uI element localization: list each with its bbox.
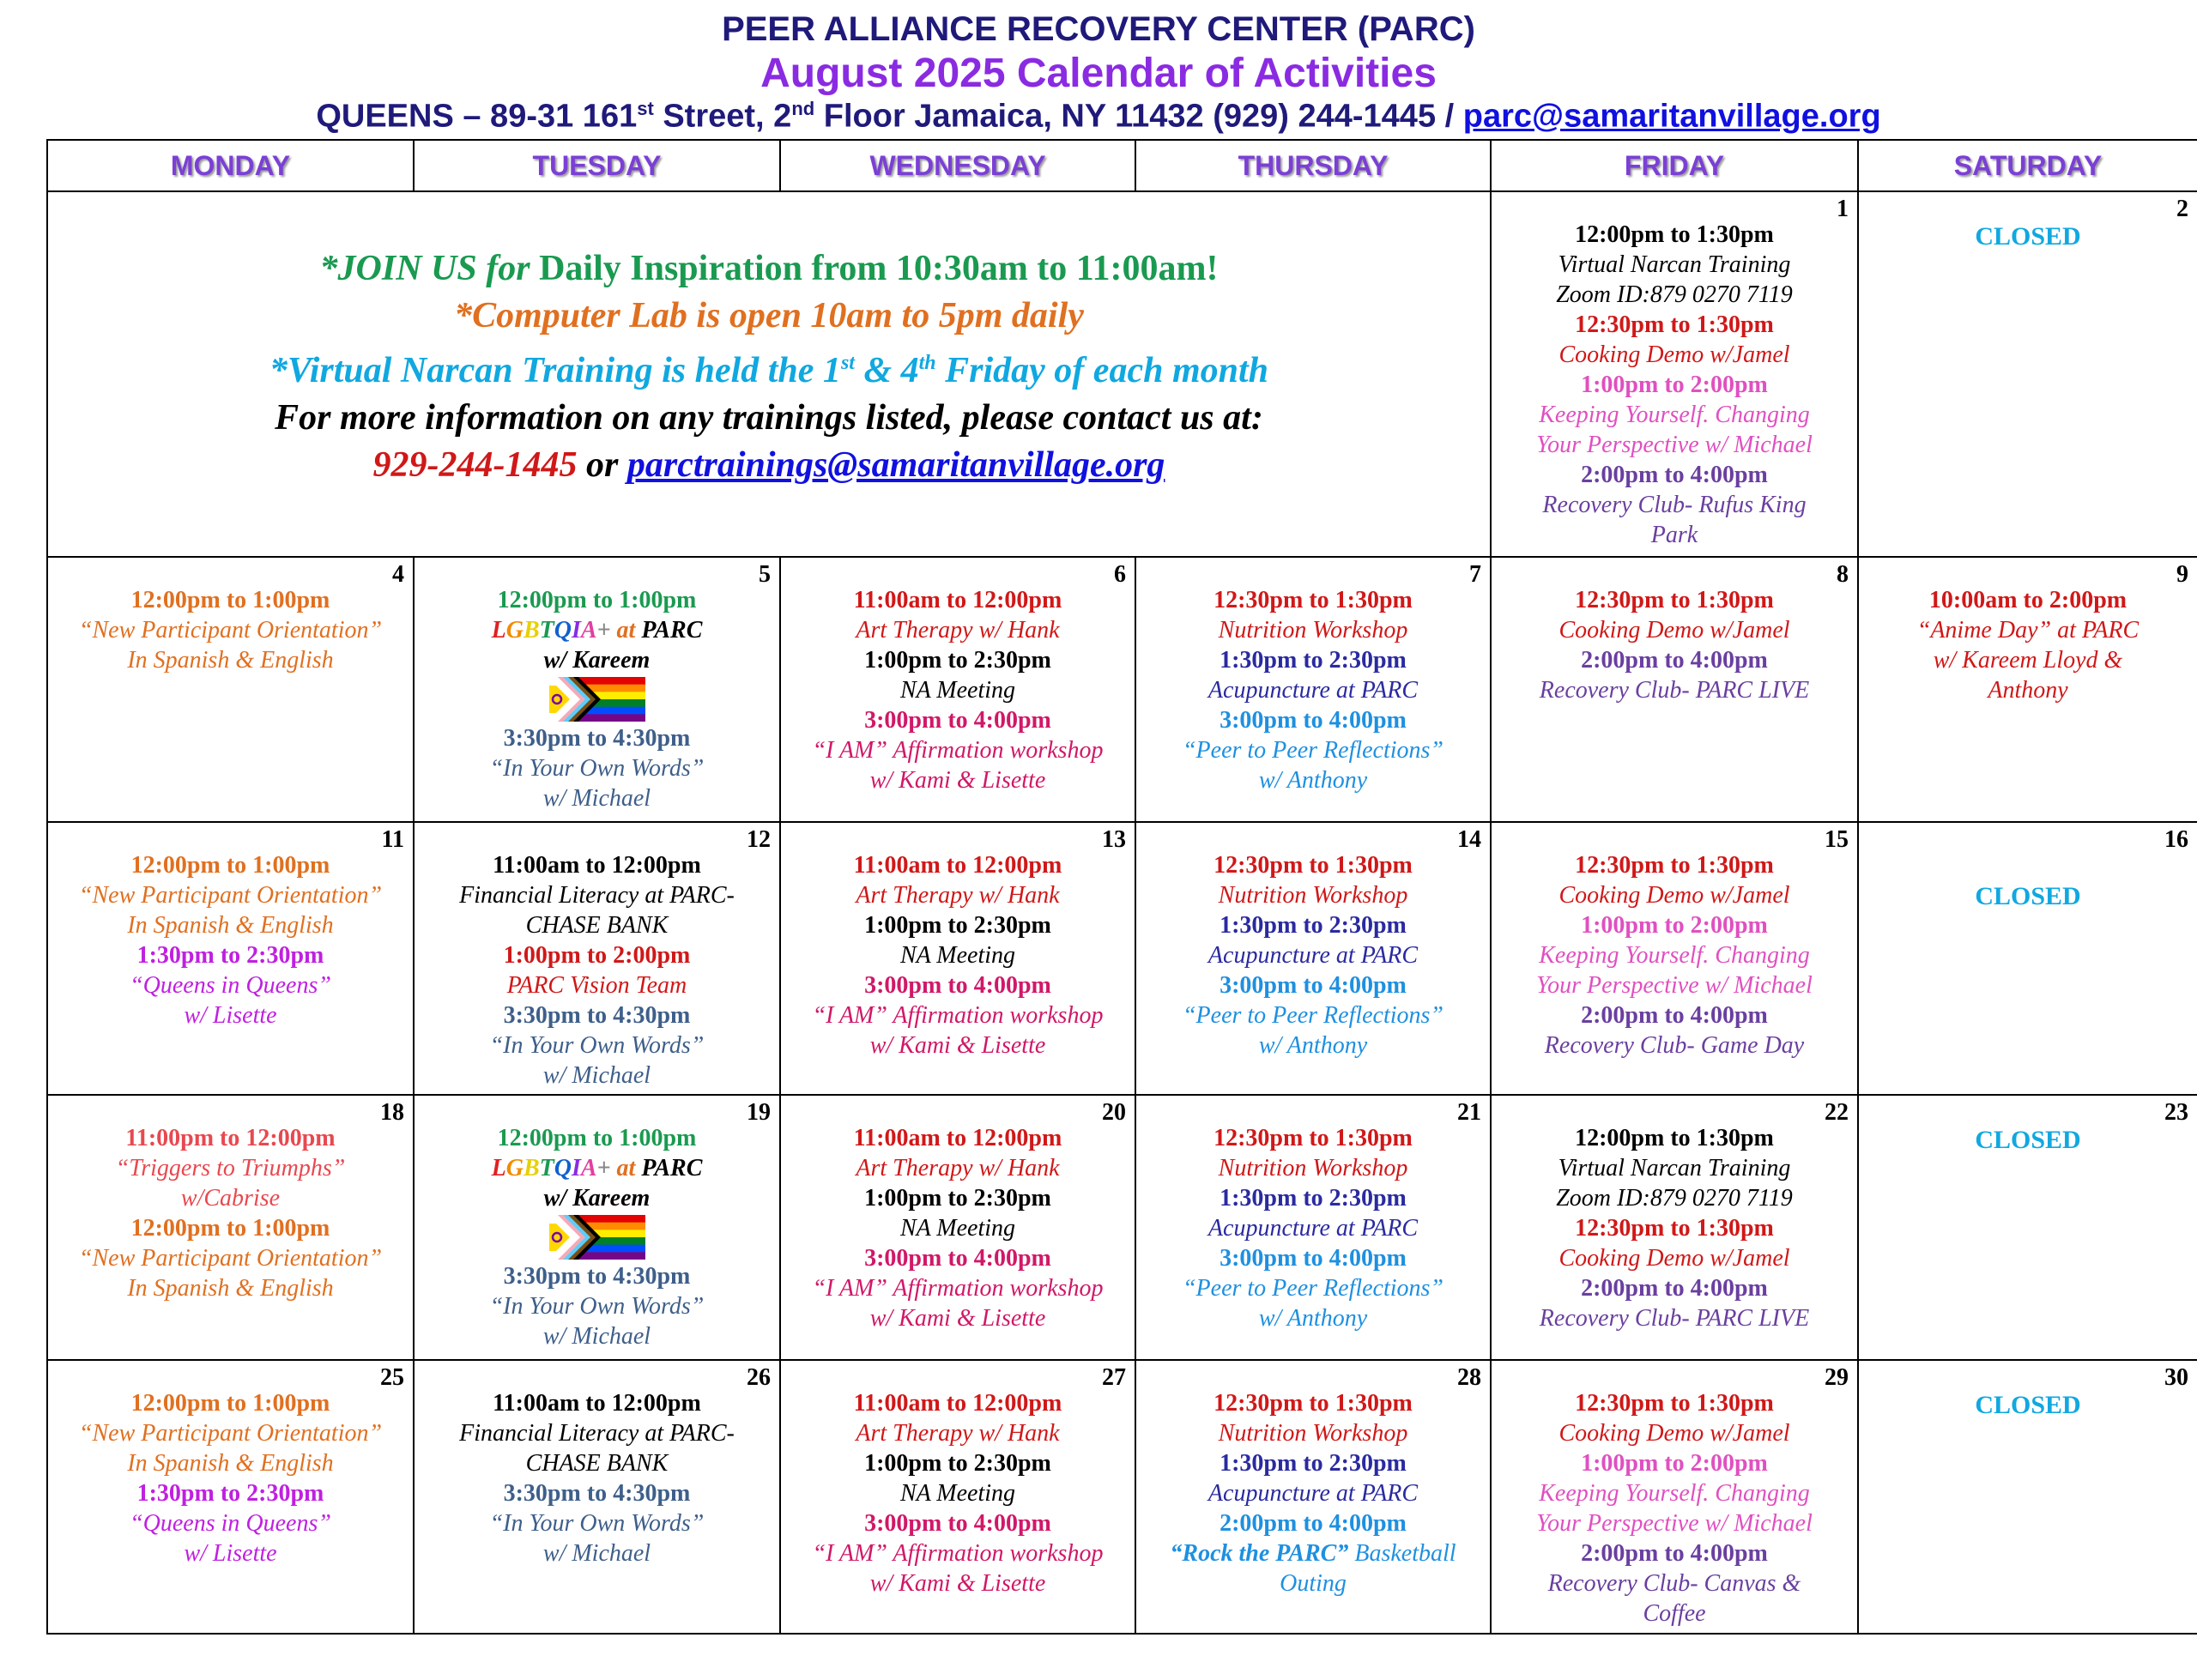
day-number: 13 [1102, 826, 1126, 853]
event-time: 11:00am to 12:00pm [853, 1390, 1062, 1417]
day-cell-2 [1858, 191, 2197, 557]
event-description: Recovery Club- Rufus King [1542, 492, 1807, 518]
header-tuesday: TUESDAY [414, 140, 780, 191]
day-number: 27 [1102, 1364, 1126, 1391]
event-description: w/ Kareem Lloyd & [1933, 647, 2123, 674]
event-description: Virtual Narcan Training [1558, 1155, 1791, 1181]
event-time: 11:00am to 12:00pm [853, 587, 1062, 613]
day-number: 16 [2164, 826, 2188, 853]
event-time: 12:00pm to 1:30pm [1575, 1125, 1774, 1151]
day-content [1492, 192, 1857, 550]
day-number: 30 [2164, 1364, 2188, 1391]
calendar-title: August 2025 Calendar of Activities [760, 51, 1437, 96]
event-description: w/ Kami & Lisette [869, 767, 1046, 794]
day-cell-8 [1491, 557, 1858, 822]
event-time: 11:00am to 12:00pm [493, 852, 701, 879]
day-content [1859, 823, 2197, 911]
event-time: 3:00pm to 4:00pm [1220, 972, 1407, 999]
event-description: Nutrition Workshop [1218, 1420, 1408, 1447]
day-cell-22 [1491, 1095, 1858, 1360]
lgbtqia-letter: Q [554, 617, 572, 644]
day-content [1136, 823, 1490, 1061]
event-description: w/ Kami & Lisette [869, 1570, 1046, 1597]
event-description: Keeping Yourself. Changing [1539, 1480, 1810, 1507]
day-number: 15 [1825, 826, 1849, 853]
event-text: at [610, 1155, 642, 1181]
event-description: NA Meeting [899, 677, 1015, 704]
event-description: Acupuncture at PARC [1207, 1480, 1419, 1507]
day-cell-19 [414, 1095, 780, 1360]
day-content [48, 1361, 413, 1568]
day-cell-15 [1491, 822, 1858, 1095]
event-description: CHASE BANK [525, 912, 669, 939]
event-description: “Queens in Queens” [130, 1510, 331, 1537]
week-row [47, 557, 2197, 822]
lgbtqia-letter: T [539, 1155, 554, 1181]
lgbtqia-letter: I [571, 617, 581, 644]
event-description: In Spanish & English [127, 1450, 334, 1477]
event-description: In Spanish & English [127, 647, 334, 674]
header-wednesday: WEDNESDAY [780, 140, 1135, 191]
event-description: Art Therapy w/ Hank [856, 1420, 1060, 1447]
event-description: CHASE BANK [525, 1450, 669, 1477]
event-description: Cooking Demo w/Jamel [1558, 617, 1790, 644]
event-time: 10:00am to 2:00pm [1928, 587, 2127, 613]
day-content [1136, 558, 1490, 795]
day-number: 5 [759, 561, 771, 588]
event-description: w/ Anthony [1258, 1032, 1368, 1059]
day-content [1136, 1361, 1490, 1598]
event-time: 3:00pm to 4:00pm [864, 707, 1051, 734]
event-description: Keeping Yourself. Changing [1539, 402, 1810, 428]
event-time: 12:00pm to 1:00pm [130, 852, 330, 879]
event-description: Acupuncture at PARC [1207, 677, 1419, 704]
progress-pride-flag-icon [549, 677, 645, 722]
header-friday: FRIDAY [1491, 140, 1858, 191]
event-description: Nutrition Workshop [1218, 1155, 1408, 1181]
day-content [48, 558, 413, 675]
day-number: 21 [1457, 1099, 1481, 1126]
contact-email-link[interactable]: parc@samaritanvillage.org [1462, 98, 1881, 135]
event-description: Park [1650, 522, 1698, 548]
day-cell-28 [1135, 1360, 1491, 1634]
day-number: 7 [1469, 561, 1481, 588]
week-row [47, 822, 2197, 1095]
event-description: Anthony [1988, 677, 2068, 704]
closed-label: CLOSED [1975, 882, 2081, 910]
day-cell-16 [1858, 822, 2197, 1095]
lgbtqia-letter: A [580, 1155, 597, 1181]
event-time: 12:00pm to 1:00pm [130, 1390, 330, 1417]
event-description: “Peer to Peer Reflections” [1182, 1275, 1444, 1302]
weekday-header-row [47, 140, 2197, 191]
day-content [1859, 1096, 2197, 1155]
event-time: 11:00am to 12:00pm [493, 1390, 701, 1417]
calendar-grid [46, 139, 2197, 1635]
event-description: Recovery Club- Canvas & [1547, 1570, 1801, 1597]
event-text: at [610, 617, 642, 644]
lgbtqia-letter: Q [554, 1155, 572, 1181]
lgbtqia-letter: A [580, 617, 597, 644]
address-line: QUEENS – 89-31 161st Street, 2nd Floor Jamaica, NY 11432 (929) 244-1445 / parc@samaritanvillage.org [316, 98, 1881, 135]
event-description: “Rock the PARC” Basketball [1170, 1540, 1456, 1567]
event-description: NA Meeting [899, 942, 1015, 969]
day-cell-18 [47, 1095, 414, 1360]
event-description: Your Perspective w/ Michael [1536, 1510, 1813, 1537]
lgbtqia-letter: + [596, 1155, 611, 1181]
day-cell-29 [1491, 1360, 1858, 1634]
event-time: 12:30pm to 1:30pm [1213, 1125, 1413, 1151]
day-number: 4 [392, 561, 404, 588]
notice-block: *JOIN US for Daily Inspiration from 10:30am to 11:00am! *Computer Lab is open 10am to 5pm daily *Virtual Narcan Training is held the 1st & 4th Friday of each month For more information on any trainings listed, please contact us at: 929-244-1445 or parctrainings@samaritanvillage.org [269, 249, 1268, 485]
event-description: “I AM” Affirmation workshop [812, 737, 1104, 764]
event-description: Acupuncture at PARC [1207, 942, 1419, 969]
day-number: 11 [381, 826, 404, 853]
day-content [1859, 1361, 2197, 1420]
event-description: “Anime Day” at PARC [1916, 617, 2140, 644]
event-time: 1:30pm to 2:30pm [1220, 1185, 1407, 1212]
event-description: “I AM” Affirmation workshop [812, 1002, 1104, 1029]
lgbtqia-letter: G [505, 617, 524, 644]
lgbtqia-letter: I [571, 1155, 581, 1181]
event-time: 3:00pm to 4:00pm [864, 1245, 1051, 1272]
event-description: Zoom ID:879 0270 7119 [1556, 1185, 1793, 1212]
event-description: Recovery Club- PARC LIVE [1539, 1305, 1810, 1332]
event-description: Coffee [1643, 1600, 1706, 1627]
event-description: “In Your Own Words” [489, 1032, 705, 1059]
event-description: w/ Lisette [184, 1540, 277, 1567]
lgbtqia-letter: B [523, 617, 540, 644]
day-number: 23 [2164, 1099, 2188, 1126]
day-number: 14 [1457, 826, 1481, 853]
header-monday: MONDAY [47, 140, 414, 191]
day-number: 29 [1825, 1364, 1849, 1391]
event-time: 12:00pm to 1:00pm [497, 587, 697, 613]
lgbtqia-letter: L [491, 1155, 506, 1181]
day-cell-1 [1491, 191, 1858, 557]
day-cell-14 [1135, 822, 1491, 1095]
header-thursday: THURSDAY [1135, 140, 1491, 191]
closed-label: CLOSED [1975, 1391, 2081, 1419]
event-description: Zoom ID:879 0270 7119 [1556, 281, 1793, 308]
event-description: w/ Lisette [184, 1002, 277, 1029]
event-time: 1:30pm to 2:30pm [1220, 1450, 1407, 1477]
event-description: “In Your Own Words” [489, 755, 705, 782]
event-description: w/Cabrise [180, 1185, 281, 1212]
event-time: 12:30pm to 1:30pm [1575, 587, 1774, 613]
event-description: “New Participant Orientation” [78, 1420, 383, 1447]
day-content [48, 1096, 413, 1303]
day-cell-11 [47, 822, 414, 1095]
day-cell-21 [1135, 1095, 1491, 1360]
day-content [781, 1096, 1135, 1333]
event-title: “Rock the PARC” [1170, 1540, 1349, 1567]
event-description: w/ Michael [542, 1540, 651, 1567]
event-description: Financial Literacy at PARC- [459, 1420, 735, 1447]
day-number: 1 [1837, 196, 1849, 222]
day-number: 20 [1102, 1099, 1126, 1126]
event-time: 12:00pm to 1:00pm [497, 1125, 697, 1151]
day-number: 25 [380, 1364, 404, 1391]
event-description: “I AM” Affirmation workshop [812, 1275, 1104, 1302]
event-description: In Spanish & English [127, 912, 334, 939]
event-time: 1:30pm to 2:30pm [1220, 912, 1407, 939]
day-cell-5 [414, 557, 780, 822]
day-cell-30 [1858, 1360, 2197, 1634]
event-description: Outing [1280, 1570, 1347, 1597]
event-time: 12:30pm to 1:30pm [1575, 1390, 1774, 1417]
event-description: Cooking Demo w/Jamel [1558, 341, 1790, 368]
day-content [1492, 1096, 1857, 1333]
event-description: “In Your Own Words” [489, 1510, 705, 1537]
day-cell-6 [780, 557, 1135, 822]
event-time: 12:30pm to 1:30pm [1575, 311, 1774, 338]
week-row [47, 1360, 2197, 1634]
event-description: NA Meeting [899, 1215, 1015, 1242]
event-time: 12:30pm to 1:30pm [1213, 1390, 1413, 1417]
week-row [47, 1095, 2197, 1360]
event-time: 1:30pm to 2:30pm [136, 1480, 324, 1507]
event-time: 11:00am to 12:00pm [853, 852, 1062, 879]
event-time: 11:00am to 12:00pm [853, 1125, 1062, 1151]
event-description: w/ Michael [542, 1062, 651, 1089]
day-number: 26 [747, 1364, 771, 1391]
day-number: 12 [747, 826, 771, 853]
lgbtqia-event-title [415, 615, 779, 645]
event-description: Your Perspective w/ Michael [1536, 972, 1813, 999]
day-content [415, 1361, 779, 1568]
lgbtqia-event-title [415, 1153, 779, 1183]
lgbtqia-letter: T [539, 617, 554, 644]
event-description: Cooking Demo w/Jamel [1558, 1420, 1790, 1447]
day-content [1492, 1361, 1857, 1629]
event-time: 2:00pm to 4:00pm [1581, 1002, 1768, 1029]
org-name: PEER ALLIANCE RECOVERY CENTER (PARC) [722, 10, 1475, 48]
event-time: 1:00pm to 2:30pm [864, 647, 1051, 674]
event-description: “Queens in Queens” [130, 972, 331, 999]
trainings-email-link[interactable]: parctrainings@samaritanvillage.org [626, 445, 1165, 485]
event-time: 2:00pm to 4:00pm [1581, 647, 1768, 674]
day-cell-27 [780, 1360, 1135, 1634]
event-time: 1:00pm to 2:00pm [503, 942, 691, 969]
day-cell-25 [47, 1360, 414, 1634]
event-time: 1:00pm to 2:00pm [1581, 1450, 1768, 1477]
event-time: 1:00pm to 2:30pm [864, 1185, 1051, 1212]
day-content [1859, 558, 2197, 705]
event-description: “New Participant Orientation” [78, 882, 383, 909]
event-description: Your Perspective w/ Michael [1536, 432, 1813, 458]
day-number: 19 [747, 1099, 771, 1126]
event-host: w/ Kareem [543, 1185, 651, 1212]
event-description: “Peer to Peer Reflections” [1182, 737, 1444, 764]
event-time: 2:00pm to 4:00pm [1581, 462, 1768, 488]
event-description: “Triggers to Triumphs” [115, 1155, 346, 1181]
day-cell-20 [780, 1095, 1135, 1360]
day-cell-9 [1858, 557, 2197, 822]
event-time: 3:30pm to 4:30pm [503, 1002, 691, 1029]
event-time: 3:30pm to 4:30pm [503, 725, 691, 752]
event-description: Art Therapy w/ Hank [856, 1155, 1060, 1181]
event-time: 12:00pm to 1:00pm [130, 1215, 330, 1242]
event-description: Recovery Club- Game Day [1544, 1032, 1805, 1059]
week-row [47, 191, 2197, 557]
event-text: PARC [641, 1155, 703, 1181]
event-description: Financial Literacy at PARC- [459, 882, 735, 909]
day-number: 28 [1457, 1364, 1481, 1391]
closed-label: CLOSED [1975, 222, 2081, 251]
event-time: 3:30pm to 4:30pm [503, 1263, 691, 1290]
event-time: 2:00pm to 4:00pm [1581, 1275, 1768, 1302]
event-description: w/ Kami & Lisette [869, 1305, 1046, 1332]
event-time: 12:30pm to 1:30pm [1575, 852, 1774, 879]
event-description: Keeping Yourself. Changing [1539, 942, 1810, 969]
event-time: 3:00pm to 4:00pm [864, 972, 1051, 999]
day-number: 18 [380, 1099, 404, 1126]
event-time: 1:00pm to 2:30pm [864, 1450, 1051, 1477]
event-time: 3:00pm to 4:00pm [1220, 707, 1407, 734]
progress-pride-flag-icon [549, 1215, 645, 1260]
event-description: “In Your Own Words” [489, 1293, 705, 1320]
day-content [1859, 192, 2197, 251]
day-cell-26 [414, 1360, 780, 1634]
notice-cell [47, 191, 1491, 557]
event-description: Art Therapy w/ Hank [856, 882, 1060, 909]
event-time: 1:00pm to 2:30pm [864, 912, 1051, 939]
day-content [781, 558, 1135, 795]
event-time: 12:30pm to 1:30pm [1213, 587, 1413, 613]
event-description: Nutrition Workshop [1218, 617, 1408, 644]
day-content [415, 823, 779, 1091]
event-description: “New Participant Orientation” [78, 1245, 383, 1272]
day-content [1492, 823, 1857, 1061]
event-description: “New Participant Orientation” [78, 617, 383, 644]
day-cell-23 [1858, 1095, 2197, 1360]
day-number: 8 [1837, 561, 1849, 588]
event-description: “Peer to Peer Reflections” [1182, 1002, 1444, 1029]
header-saturday: SATURDAY [1858, 140, 2197, 191]
day-content [1136, 1096, 1490, 1333]
lgbtqia-letter: B [523, 1155, 540, 1181]
event-description: PARC Vision Team [506, 972, 687, 999]
day-content [1492, 558, 1857, 705]
lgbtqia-letter: + [596, 617, 611, 644]
event-time: 3:30pm to 4:30pm [503, 1480, 691, 1507]
lgbtqia-letter: G [505, 1155, 524, 1181]
day-number: 6 [1114, 561, 1126, 588]
day-content [781, 1361, 1135, 1598]
lgbtqia-letter: L [491, 617, 506, 644]
event-description: w/ Michael [542, 785, 651, 812]
event-host: w/ Kareem [543, 647, 651, 674]
event-description: w/ Anthony [1258, 767, 1368, 794]
day-content [415, 558, 779, 813]
event-time: 3:00pm to 4:00pm [1220, 1245, 1407, 1272]
day-number: 22 [1825, 1099, 1849, 1126]
day-content [415, 1096, 779, 1351]
day-cell-13 [780, 822, 1135, 1095]
event-description: Nutrition Workshop [1218, 882, 1408, 909]
event-time: 1:00pm to 2:00pm [1581, 372, 1768, 398]
event-description: Recovery Club- PARC LIVE [1539, 677, 1810, 704]
event-time: 1:00pm to 2:00pm [1581, 912, 1768, 939]
event-time: 11:00pm to 12:00pm [125, 1125, 336, 1151]
event-time: 1:30pm to 2:30pm [1220, 647, 1407, 674]
day-number: 2 [2176, 196, 2188, 222]
event-description: “I AM” Affirmation workshop [812, 1540, 1104, 1567]
event-description: Virtual Narcan Training [1558, 251, 1791, 278]
event-description: Acupuncture at PARC [1207, 1215, 1419, 1242]
day-cell-4 [47, 557, 414, 822]
event-time: 12:00pm to 1:30pm [1575, 221, 1774, 248]
event-description: In Spanish & English [127, 1275, 334, 1302]
event-description: w/ Kami & Lisette [869, 1032, 1046, 1059]
day-content [48, 823, 413, 1030]
event-time: 1:30pm to 2:30pm [136, 942, 324, 969]
event-text: PARC [641, 617, 703, 644]
closed-label: CLOSED [1975, 1126, 2081, 1154]
event-time: 3:00pm to 4:00pm [864, 1510, 1051, 1537]
event-time: 12:30pm to 1:30pm [1213, 852, 1413, 879]
event-time: 2:00pm to 4:00pm [1581, 1540, 1768, 1567]
event-time: 2:00pm to 4:00pm [1220, 1510, 1407, 1537]
event-description: Cooking Demo w/Jamel [1558, 882, 1790, 909]
event-time: 12:00pm to 1:00pm [130, 587, 330, 613]
event-description: NA Meeting [899, 1480, 1015, 1507]
day-number: 9 [2176, 561, 2188, 588]
day-cell-7 [1135, 557, 1491, 822]
event-description: w/ Anthony [1258, 1305, 1368, 1332]
event-description: Art Therapy w/ Hank [856, 617, 1060, 644]
day-content [781, 823, 1135, 1061]
day-cell-12 [414, 822, 780, 1095]
event-description: Cooking Demo w/Jamel [1558, 1245, 1790, 1272]
event-time: 12:30pm to 1:30pm [1575, 1215, 1774, 1242]
event-description: w/ Michael [542, 1323, 651, 1350]
